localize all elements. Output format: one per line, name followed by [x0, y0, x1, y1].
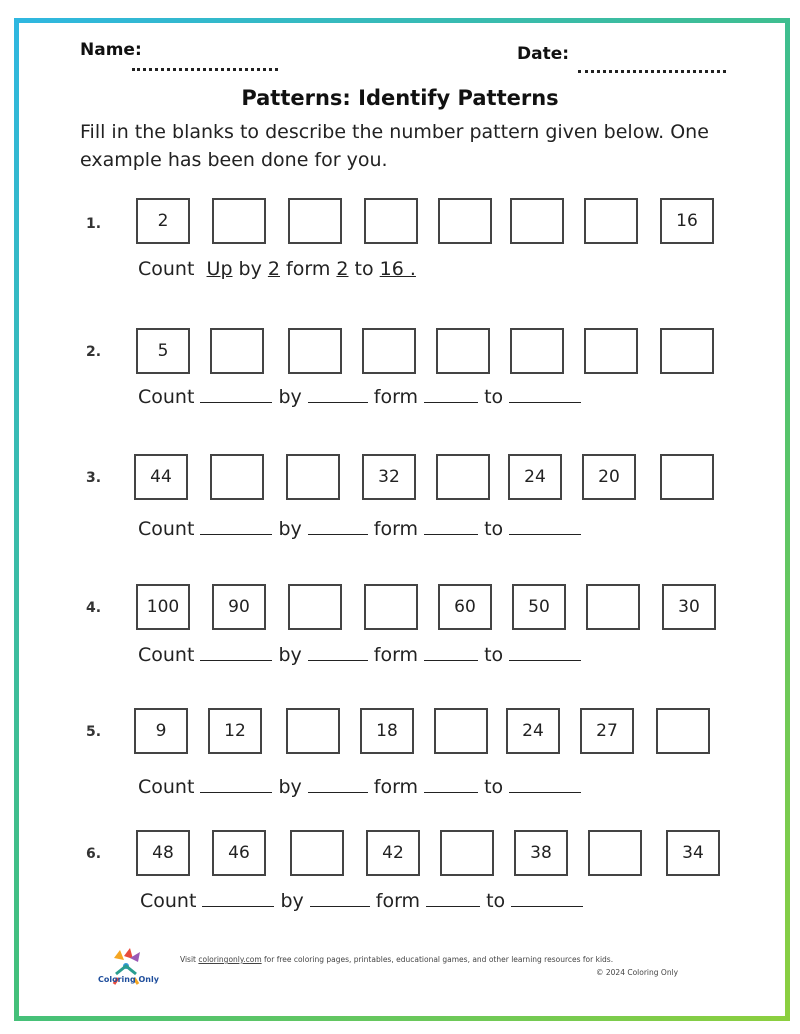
name-label: Name:	[80, 40, 142, 60]
number-box[interactable]: 12	[208, 708, 262, 754]
count-word: Count	[138, 386, 195, 408]
to-word: to	[486, 890, 506, 912]
example-from: 2	[336, 258, 349, 280]
from-blank[interactable]	[424, 518, 478, 535]
problem-number: 5.	[86, 724, 102, 740]
by-word: by	[280, 890, 304, 912]
to-blank[interactable]	[509, 776, 581, 793]
number-box[interactable]: 38	[514, 830, 568, 876]
number-box[interactable]: 27	[580, 708, 634, 754]
to-word: to	[484, 518, 504, 540]
from-blank[interactable]	[426, 890, 480, 907]
number-box[interactable]: 32	[362, 454, 416, 500]
to-word: to	[484, 386, 504, 408]
number-box[interactable]: 34	[666, 830, 720, 876]
number-box[interactable]	[364, 584, 418, 630]
name-field[interactable]	[132, 68, 278, 71]
problem-number: 3.	[86, 470, 102, 486]
number-box[interactable]	[288, 584, 342, 630]
number-box[interactable]	[362, 328, 416, 374]
number-box[interactable]: 18	[360, 708, 414, 754]
footer-text-after: for free coloring pages, printables, educational games, and other learning resources for kids.	[261, 955, 614, 964]
number-box[interactable]	[212, 198, 266, 244]
footer-text	[180, 955, 613, 964]
number-box[interactable]	[436, 328, 490, 374]
number-box[interactable]: 90	[212, 584, 266, 630]
problem-number: 6.	[86, 846, 102, 862]
form-word: form	[373, 644, 419, 666]
count-word: Count	[138, 258, 195, 280]
to-blank[interactable]	[511, 890, 583, 907]
to-blank[interactable]	[509, 518, 581, 535]
problem-number: 1.	[86, 216, 102, 232]
from-blank[interactable]	[424, 386, 478, 403]
form-word: form	[373, 776, 419, 798]
number-box[interactable]: 50	[512, 584, 566, 630]
count-sentence	[138, 776, 587, 798]
count-word: Count	[138, 776, 195, 798]
number-box[interactable]: 24	[506, 708, 560, 754]
direction-blank[interactable]	[200, 518, 272, 535]
count-word: Count	[140, 890, 197, 912]
date-field[interactable]	[578, 70, 726, 73]
count-word: Count	[138, 518, 195, 540]
by-word: by	[278, 386, 302, 408]
form-word: form	[375, 890, 421, 912]
number-box[interactable]	[584, 328, 638, 374]
number-box[interactable]: 9	[134, 708, 188, 754]
direction-blank[interactable]	[200, 776, 272, 793]
to-word: to	[484, 776, 504, 798]
direction-blank[interactable]	[200, 386, 272, 403]
number-box[interactable]	[584, 198, 638, 244]
form-word: form	[373, 518, 419, 540]
number-box[interactable]	[286, 454, 340, 500]
worksheet-title: Patterns: Identify Patterns	[241, 86, 559, 110]
direction-blank[interactable]	[200, 644, 272, 661]
step-blank[interactable]	[308, 776, 368, 793]
number-box[interactable]	[440, 830, 494, 876]
problem-number: 4.	[86, 600, 102, 616]
by-word: by	[278, 644, 302, 666]
by-word: by	[278, 776, 302, 798]
example-to: 16 .	[379, 258, 416, 280]
number-box[interactable]: 20	[582, 454, 636, 500]
footer-brand: Coloring Only	[98, 975, 159, 984]
number-box[interactable]	[434, 708, 488, 754]
date-label: Date:	[517, 44, 570, 64]
from-blank[interactable]	[424, 644, 478, 661]
example-step: 2	[267, 258, 280, 280]
number-box[interactable]	[510, 198, 564, 244]
by-word: by	[238, 258, 262, 280]
from-blank[interactable]	[424, 776, 478, 793]
number-box[interactable]	[210, 454, 264, 500]
footer-copyright: © 2024 Coloring Only	[596, 968, 679, 977]
count-sentence	[138, 644, 587, 666]
to-blank[interactable]	[509, 386, 581, 403]
number-box[interactable]: 100	[136, 584, 190, 630]
step-blank[interactable]	[308, 518, 368, 535]
number-box[interactable]	[588, 830, 642, 876]
count-word: Count	[138, 644, 195, 666]
number-box[interactable]	[660, 328, 714, 374]
number-box[interactable]: 60	[438, 584, 492, 630]
instructions: Fill in the blanks to describe the number pattern given below. One example has been done for you.	[80, 121, 709, 171]
number-box[interactable]	[364, 198, 418, 244]
number-box[interactable]	[510, 328, 564, 374]
number-box[interactable]	[656, 708, 710, 754]
number-box[interactable]: 5	[136, 328, 190, 374]
count-sentence	[138, 258, 416, 280]
number-box[interactable]	[288, 198, 342, 244]
count-sentence	[138, 518, 587, 540]
example-direction: Up	[206, 258, 233, 280]
number-box[interactable]	[288, 328, 342, 374]
number-box[interactable]	[586, 584, 640, 630]
step-blank[interactable]	[308, 386, 368, 403]
by-word: by	[278, 518, 302, 540]
number-box[interactable]: 42	[366, 830, 420, 876]
form-word: form	[373, 386, 419, 408]
problem-number: 2.	[86, 344, 102, 360]
number-box[interactable]	[286, 708, 340, 754]
number-box[interactable]: 16	[660, 198, 714, 244]
number-box[interactable]	[290, 830, 344, 876]
footer-link[interactable]: coloringonly.com	[198, 955, 262, 964]
number-box[interactable]	[438, 198, 492, 244]
footer-text-before: Visit	[180, 955, 199, 964]
direction-blank[interactable]	[202, 890, 274, 907]
number-box[interactable]: 24	[508, 454, 562, 500]
number-box[interactable]	[436, 454, 490, 500]
step-blank[interactable]	[308, 644, 368, 661]
number-box[interactable]: 44	[134, 454, 188, 500]
number-box[interactable]	[210, 328, 264, 374]
to-word: to	[484, 644, 504, 666]
count-sentence	[138, 386, 587, 408]
number-box[interactable]: 2	[136, 198, 190, 244]
number-box[interactable]: 48	[136, 830, 190, 876]
number-box[interactable]: 30	[662, 584, 716, 630]
step-blank[interactable]	[310, 890, 370, 907]
to-blank[interactable]	[509, 644, 581, 661]
number-box[interactable]: 46	[212, 830, 266, 876]
count-sentence	[140, 890, 589, 912]
form-word: form	[286, 258, 331, 280]
to-word: to	[354, 258, 374, 280]
number-box[interactable]	[660, 454, 714, 500]
